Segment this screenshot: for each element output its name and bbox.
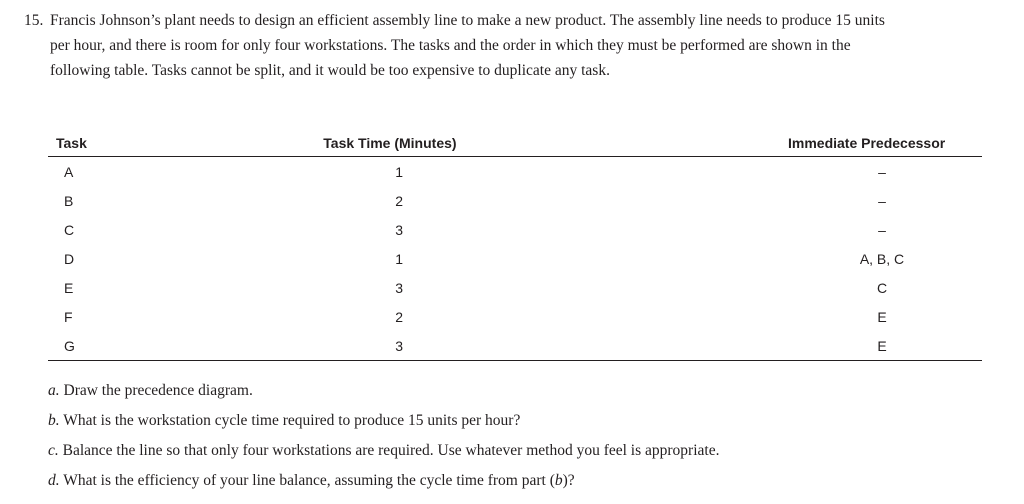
header-immediate-predecessor: Immediate Predecessor (708, 130, 982, 157)
question-b (48, 406, 988, 436)
cell-time: 3 (395, 221, 404, 238)
cell-predecessor: A, B, C (859, 250, 905, 267)
table-row (48, 302, 982, 331)
cell-task: E (64, 279, 74, 296)
cell-predecessor: E (877, 337, 887, 354)
table-row (48, 273, 982, 302)
table-row (48, 215, 982, 244)
cell-time: 3 (101, 331, 708, 361)
cell-task: B (64, 192, 74, 209)
cell-predecessor: C (876, 279, 888, 296)
question-text: Draw the precedence diagram. (59, 382, 253, 399)
table-row (48, 157, 982, 187)
cell-time: 2 (395, 308, 404, 325)
cell-time: 3 (395, 279, 404, 296)
questions-list (48, 376, 988, 496)
table-row (48, 331, 982, 361)
question-letter: d. (48, 472, 60, 489)
table-row (48, 186, 982, 215)
table-header-row (48, 130, 982, 157)
header-task-time: Task Time (Minutes) (101, 130, 708, 157)
cell-task: G (48, 331, 101, 361)
problem-number: 15. (24, 12, 44, 29)
question-letter: a. (48, 382, 60, 399)
cell-task: C (64, 221, 75, 238)
task-table (48, 130, 982, 361)
question-text: What is the workstation cycle time required to produce 15 units per hour? (59, 412, 521, 429)
cell-task: D (64, 250, 75, 267)
cell-time: 1 (395, 163, 404, 180)
question-ref: b (554, 472, 563, 489)
cell-predecessor: – (878, 192, 886, 209)
problem-line-2: per hour, and there is room for only four workstations. The tasks and the order in which they must be performed are shown in the (50, 37, 851, 54)
problem-text-1: Francis Johnson’s plant needs to design an efficient assembly line to make a new product. The assembly line needs to produce 15 units (50, 12, 885, 29)
question-d (48, 466, 988, 496)
cell-task: A (64, 163, 74, 180)
question-letter: b. (48, 412, 60, 429)
problem-line-1 (24, 8, 992, 33)
question-suffix: )? (562, 472, 575, 489)
question-text: What is the efficiency of your line balance, assuming the cycle time from part ( (59, 472, 555, 489)
cell-time: 2 (395, 192, 404, 209)
problem-statement (24, 8, 992, 83)
cell-predecessor: – (878, 163, 886, 180)
cell-predecessor: – (878, 221, 886, 238)
cell-time: 1 (395, 250, 404, 267)
cell-task: F (64, 308, 73, 325)
table-row (48, 244, 982, 273)
question-letter: c. (48, 442, 59, 459)
question-a (48, 376, 988, 406)
cell-predecessor: E (877, 308, 887, 325)
header-task: Task (48, 130, 101, 157)
question-c (48, 436, 988, 466)
problem-line-3: following table. Tasks cannot be split, and it would be too expensive to duplicate any task. (50, 62, 610, 79)
question-text: Balance the line so that only four workstations are required. Use whatever method you feel is appropriate. (58, 442, 720, 459)
